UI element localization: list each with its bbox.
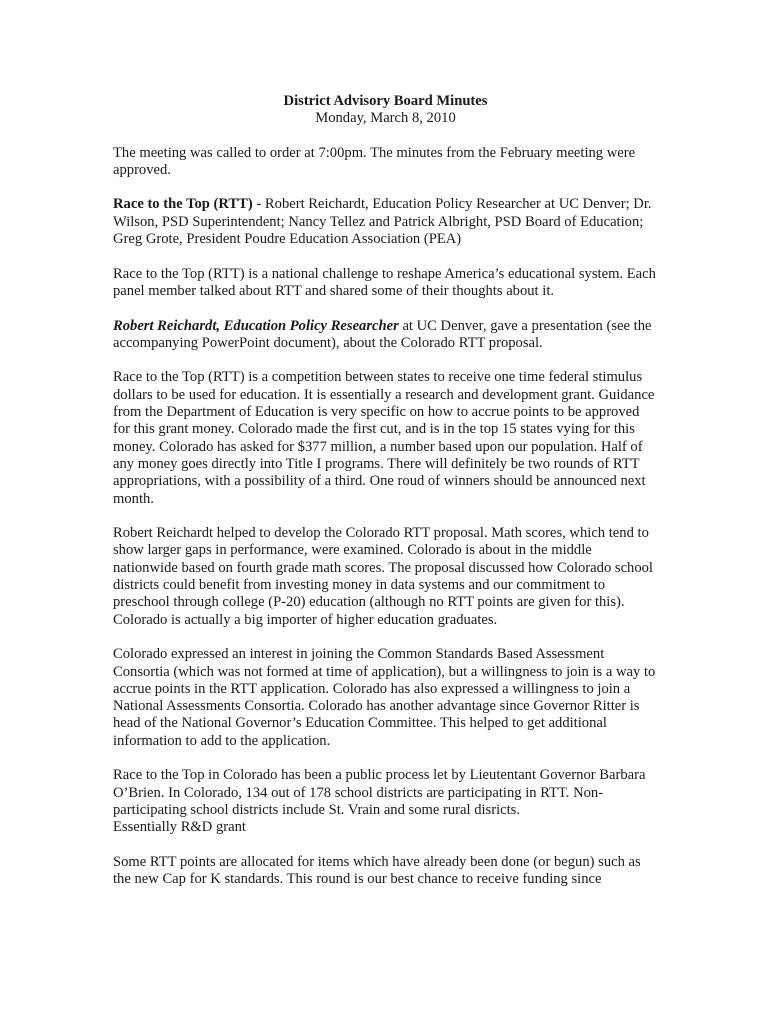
paragraph-text: Race to the Top in Colorado has been a public process let by Lieutentant Governor Barbara O’Brien. In Colorado, 134 out of 178 school districts are participating in RTT. Non-participating school districts include St. Vrain and some rural disricts.: [113, 767, 646, 818]
paragraph-text: - Robert Reichardt, Education Policy Researcher at UC Denver; Dr. Wilson, PSD Superintendent; Nancy Tellez and Patrick Albright, PSD Board of Education; Greg Grote, President Poudre Education Association (PEA): [113, 196, 652, 248]
paragraph-text: Colorado expressed an interest in joining the Common Standards Based Assessment Consortia (which was not formed at time of application), but a willingness to join is a way to accrue points in the RTT application. Colorado has also expressed a willingness to join a National Assessments Consortia. Colorado has another advantage since Governor Ritter is head of the National Governor’s Education Committee. This helped to get additional information to add to the application.: [113, 646, 656, 749]
paragraph-rtt-points: [113, 854, 658, 889]
paragraph-rtt-panel: [113, 196, 658, 248]
paragraph-text: The meeting was called to order at 7:00pm. The minutes from the February meeting were approved.: [113, 144, 636, 178]
paragraph-presentation: [113, 318, 658, 353]
document-title: District Advisory Board Minutes: [283, 93, 488, 109]
paragraph-note: Essentially R&D grant: [113, 819, 246, 836]
paragraph-proposal: [113, 525, 658, 629]
paragraph-text: Race to the Top (RTT) is a national challenge to reshape America’s educational system. Each panel member talked about RTT and shared some of their thoughts about it.: [113, 265, 656, 299]
paragraph-consortia: [113, 646, 658, 750]
paragraph-rtt-competition: [113, 369, 658, 507]
paragraph-text: Robert Reichardt helped to develop the Colorado RTT proposal. Math scores, which tend to show larger gaps in performance, were examined. Colorado is about in the middle nationwide based on fourth grade math scores. The proposal discussed how Colorado school districts could benefit from investing money in data systems and our commitment to preschool through college (P-20) education (although no RTT points are given for this). Colorado is actually a big importer of higher education graduates.: [113, 525, 653, 628]
speaker-name: Robert Reichardt, Education Policy Researcher: [113, 317, 399, 334]
section-heading: Race to the Top (RTT): [113, 196, 253, 213]
paragraph-text: Race to the Top (RTT) is a competition between states to receive one time federal stimulus dollars to be used for education. It is essentially a research and development grant. Guidance from the Department of Education is very specific on how to accrue points to be approved for this grant money. Colorado made the first cut, and is in the top 15 states vying for this money. Colorado has asked for $377 million, a number based upon our population. Half of any money goes directly into Title I programs. There will definitely be two rounds of RTT appropriations, with a possibility of a third. One roud of winners should be announced next month.: [113, 369, 655, 507]
document-body: [113, 93, 658, 906]
paragraph-rtt-intro: [113, 266, 658, 301]
meeting-date: Monday, March 8, 2010: [315, 110, 456, 127]
paragraph-text: Some RTT points are allocated for items which have already been done (or begun) such as the new Cap for K standards. This round is our best chance to receive funding since: [113, 853, 641, 888]
paragraph-call-to-order: [113, 145, 658, 180]
paragraph-text: at UC Denver, gave a presentation (see the accompanying PowerPoint document), about the Colorado RTT proposal.: [113, 317, 652, 351]
paragraph-public-process: [113, 767, 658, 836]
